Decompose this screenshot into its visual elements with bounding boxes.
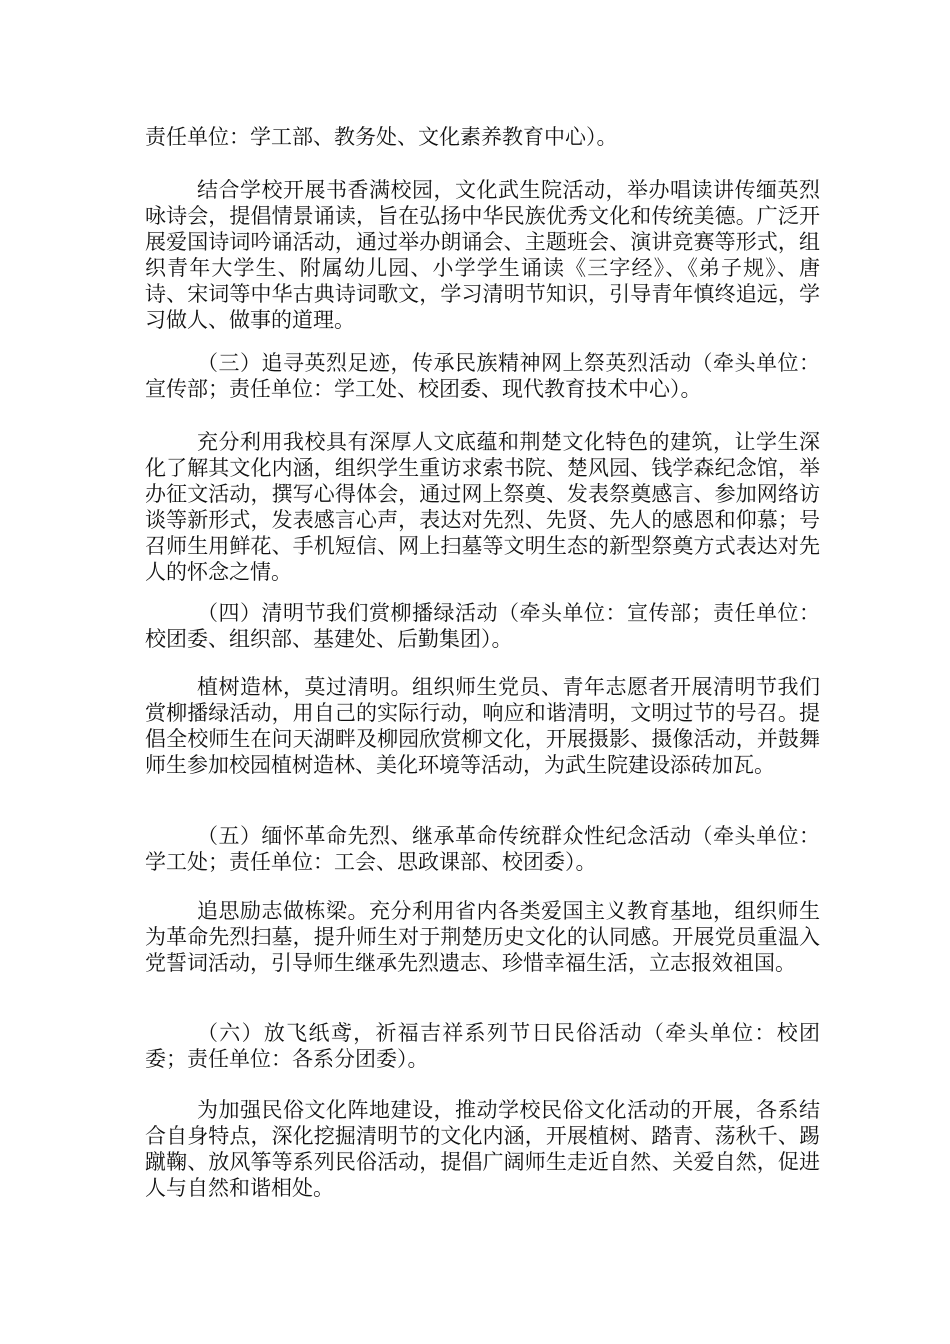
paragraph-5: （四）清明节我们赏柳播绿活动（牵头单位：宣传部；责任单位：校团委、组织部、基建处、后勤集团）。: [145, 601, 820, 651]
paragraph-8: 追思励志做栋梁。充分利用省内各类爱国主义教育基地，组织师生为革命先烈扫墓，提升师生对于荆楚历史文化的认同感。开展党员重温入党誓词活动，引导师生继承先烈遗志、珍惜幸福生活，立志报效祖国。: [145, 899, 820, 975]
paragraph-4: 充分利用我校具有深厚人文底蕴和荆楚文化特色的建筑，让学生深化了解其文化内涵，组织学生重访求索书院、楚风园、钱学森纪念馆，举办征文活动，撰写心得体会，通过网上祭奠、发表祭奠感言、参加网络访谈等新形式，发表感言心声，表达对先烈、先贤、先人的感恩和仰慕；号召师生用鲜花、手机短信、网上扫墓等文明生态的新型祭奠方式表达对先人的怀念之情。: [145, 430, 820, 584]
paragraph-2: 结合学校开展书香满校园，文化武生院活动，举办唱读讲传缅英烈咏诗会，提倡情景诵读，旨在弘扬中华民族优秀文化和传统美德。广泛开展爱国诗词吟诵活动，通过举办朗诵会、主题班会、演讲竞赛等形式，组织青年大学生、附属幼儿园、小学学生诵读《三字经》、《弟子规》、唐诗、宋词等中华古典诗词歌文，学习清明节知识，引导青年慎终追远，学习做人、做事的道理。: [145, 178, 820, 332]
paragraph-10: 为加强民俗文化阵地建设，推动学校民俗文化活动的开展，各系结合自身特点，深化挖掘清明节的文化内涵，开展植树、踏青、荡秋千、踢蹴鞠、放风筝等系列民俗活动，提倡广阔师生走近自然、关爱自然，促进人与自然和谐相处。: [145, 1098, 820, 1200]
paragraph-7: （五）缅怀革命先烈、继承革命传统群众性纪念活动（牵头单位：学工处；责任单位：工会、思政课部、校团委）。: [145, 824, 820, 874]
paragraph-1: 责任单位：学工部、教务处、文化素养教育中心）。: [145, 125, 618, 149]
paragraph-6: 植树造林，莫过清明。组织师生党员、青年志愿者开展清明节我们赏柳播绿活动，用自己的实际行动，响应和谐清明，文明过节的号召。提倡全校师生在问天湖畔及柳园欣赏柳文化，开展摄影、摄像活动，并鼓舞师生参加校园植树造林、美化环境等活动，为武生院建设添砖加瓦。: [145, 675, 820, 777]
paragraph-9: （六）放飞纸鸢，祈福吉祥系列节日民俗活动（牵头单位：校团委；责任单位：各系分团委）。: [145, 1021, 820, 1071]
paragraph-3: （三）追寻英烈足迹，传承民族精神网上祭英烈活动（牵头单位：宣传部；责任单位：学工处、校团委、现代教育技术中心）。: [145, 351, 820, 401]
